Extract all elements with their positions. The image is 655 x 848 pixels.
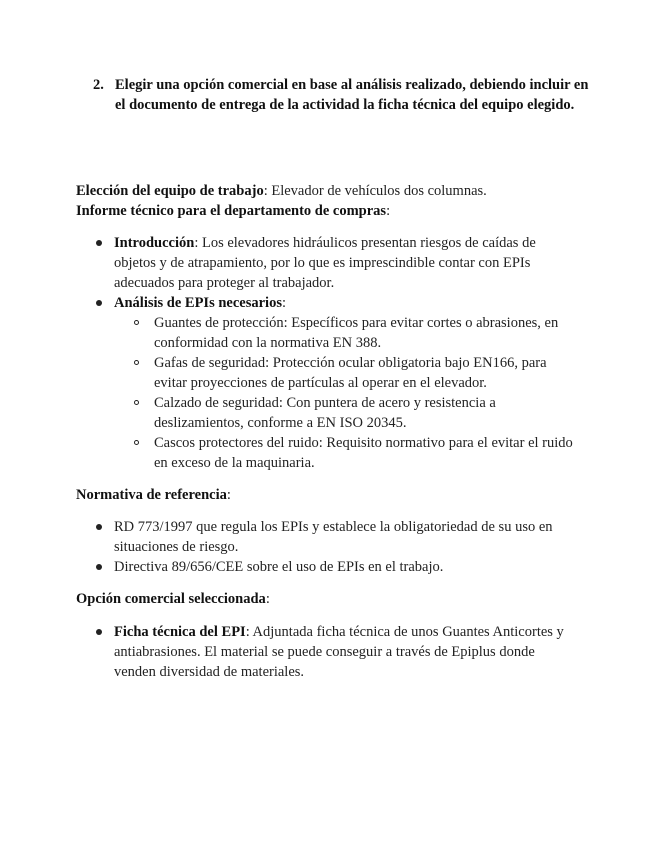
- equipment-choice-value: : Elevador de vehículos dos columnas.: [263, 183, 487, 199]
- equipment-choice: [76, 181, 596, 201]
- normativa-colon: :: [226, 487, 231, 503]
- main-bullet-list: [76, 233, 576, 473]
- ficha-text: : Adjuntada ficha técnica de unos Guantes Anticortes y antiabrasiones. El material se puede conseguir a través de Epiplus donde venden diversidad de materiales.: [114, 624, 564, 680]
- list-item: [76, 517, 576, 557]
- list-item-ficha: [76, 622, 576, 682]
- hollow-bullet-icon: [134, 400, 139, 405]
- normativa-label: Normativa de referencia: [76, 487, 227, 503]
- bullet-icon: [96, 300, 102, 306]
- sub-item-text: Calzado de seguridad: Con puntera de acero y resistencia a deslizamientos, conforme a EN ISO 20345.: [154, 395, 496, 431]
- equipment-choice-label: Elección del equipo de trabajo: [76, 183, 264, 199]
- intro-label: Introducción: [114, 235, 195, 251]
- sub-item-text: Guantes de protección: Específicos para evitar cortes o abrasiones, en conformidad con la normativa EN 388.: [154, 315, 559, 351]
- report-heading-colon: :: [386, 203, 391, 219]
- sub-item-guantes: [76, 313, 576, 353]
- task-text: Elegir una opción comercial en base al análisis realizado, debiendo incluir en el documento de entrega de la actividad la ficha técnica del equipo elegido.: [115, 77, 589, 113]
- normativa-list: [76, 517, 576, 577]
- sub-item-gafas: [76, 353, 576, 393]
- report-heading: [76, 201, 596, 221]
- bullet-icon: [96, 564, 102, 570]
- hollow-bullet-icon: [134, 440, 139, 445]
- opcion-colon: :: [265, 591, 270, 607]
- bullet-icon: [96, 629, 102, 635]
- list-item: [76, 557, 576, 577]
- sub-item-cascos: [76, 433, 576, 473]
- sub-item-text: Gafas de seguridad: Protección ocular obligatoria bajo EN166, para evitar proyecciones de partículas al operar en el elevador.: [154, 355, 547, 391]
- numbered-task: [93, 75, 593, 115]
- bullet-icon: [96, 524, 102, 530]
- list-item-analisis: [76, 293, 576, 313]
- sub-item-calzado: [76, 393, 576, 433]
- bullet-icon: [96, 240, 102, 246]
- analisis-label: Análisis de EPIs necesarios: [114, 295, 282, 311]
- report-heading-label: Informe técnico para el departamento de compras: [76, 203, 387, 219]
- list-item-intro: [76, 233, 576, 293]
- task-number: 2.: [93, 77, 104, 93]
- normativa-item-text: Directiva 89/656/CEE sobre el uso de EPIs en el trabajo.: [114, 559, 444, 575]
- intro-text: : Los elevadores hidráulicos presentan riesgos de caídas de objetos y de atrapamiento, por lo que es imprescindible contar con EPIs adecuados para proteger al trabajador.: [114, 235, 536, 291]
- opcion-heading: [76, 589, 596, 609]
- opcion-label: Opción comercial seleccionada: [76, 591, 266, 607]
- sub-item-text: Cascos protectores del ruido: Requisito normativo para el evitar el ruido en exceso de la maquinaria.: [154, 435, 573, 471]
- ficha-label: Ficha técnica del EPI: [114, 624, 246, 640]
- hollow-bullet-icon: [134, 320, 139, 325]
- opcion-list: [76, 622, 576, 682]
- hollow-bullet-icon: [134, 360, 139, 365]
- normativa-heading: [76, 485, 596, 505]
- analisis-text: :: [281, 295, 286, 311]
- normativa-item-text: RD 773/1997 que regula los EPIs y establece la obligatoriedad de su uso en situaciones de riesgo.: [114, 519, 553, 555]
